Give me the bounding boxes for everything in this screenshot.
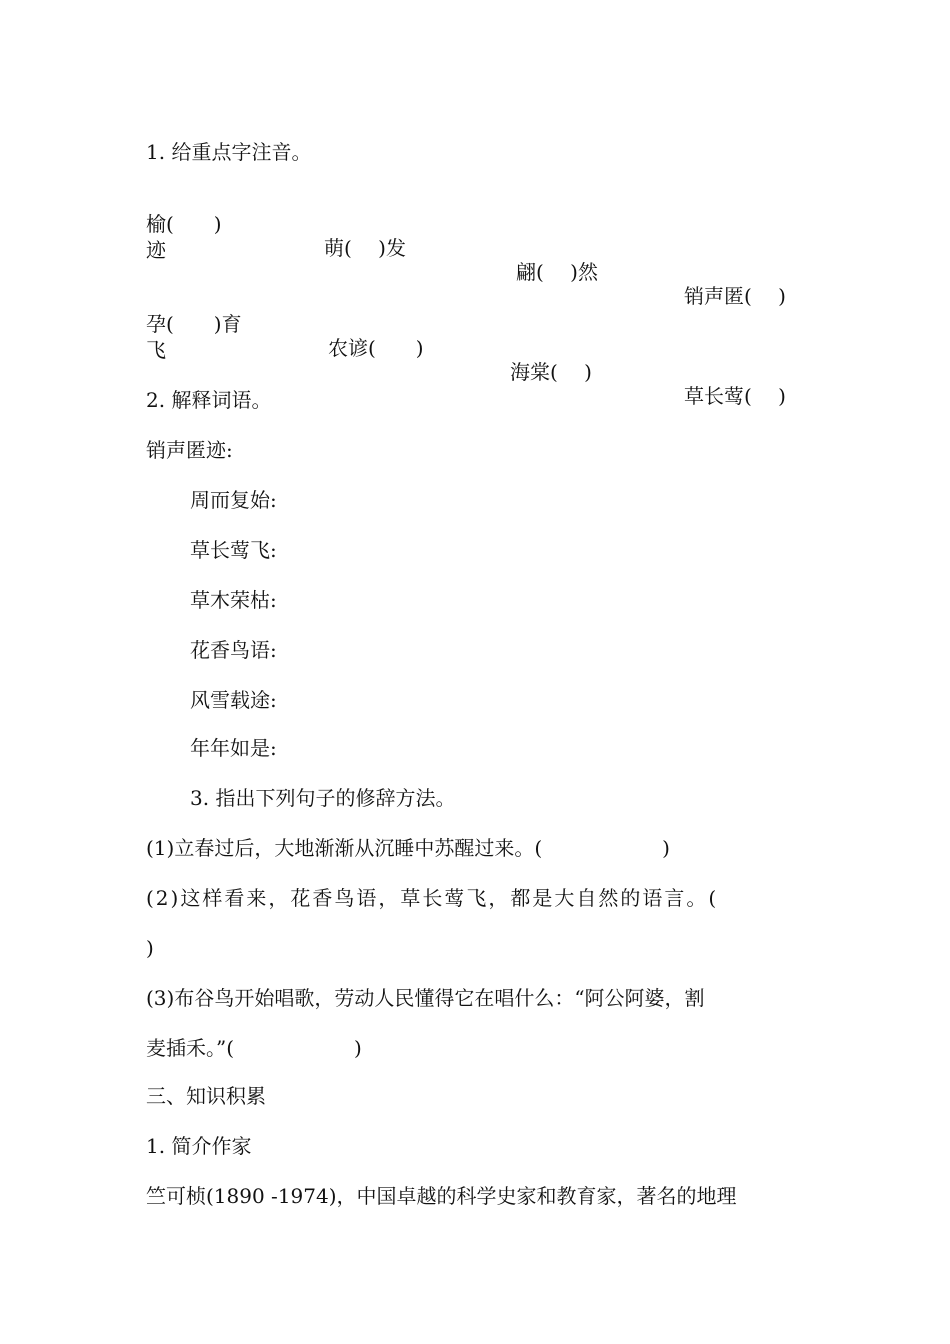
section3-title: 3. 指出下列句子的修辞方法。 <box>190 786 456 810</box>
part3-heading: 三、知识积累 <box>146 1084 266 1108</box>
pinyin-row-1-wrap: 迹 <box>146 238 166 262</box>
term-item: 周而复始: <box>190 488 277 512</box>
pinyin-item: 翩( )然 <box>516 260 598 284</box>
pinyin-item: 草长莺( ) <box>684 384 786 408</box>
section1-title: 1. 给重点字注音。 <box>146 140 312 164</box>
pinyin-item: 海棠( ) <box>510 360 592 384</box>
rhetoric-item: (3)布谷鸟开始唱歌，劳动人民懂得它在唱什么：“阿公阿婆，割 <box>146 986 705 1010</box>
author-intro: 竺可桢(1890 -1974)，中国卓越的科学史家和教育家，著名的地理 <box>146 1184 737 1208</box>
rhetoric-item: ) <box>146 936 154 960</box>
rhetoric-item: (2)这样看来，花香鸟语，草长莺飞，都是大自然的语言。( <box>146 886 719 910</box>
term-item: 花香鸟语: <box>190 638 277 662</box>
pinyin-row-2-wrap: 飞 <box>146 338 166 362</box>
term-item: 草长莺飞: <box>190 538 277 562</box>
rhetoric-item: (1)立春过后，大地渐渐从沉睡中苏醒过来。( ) <box>146 836 670 860</box>
section2-title: 2. 解释词语。 <box>146 388 272 412</box>
pinyin-item: 孕( )育 <box>146 312 242 336</box>
term-item: 风雪载途: <box>190 688 277 712</box>
rhetoric-item: 麦插禾。”( ) <box>146 1036 362 1060</box>
term-item: 年年如是: <box>190 736 277 760</box>
pinyin-item: 萌( )发 <box>324 236 406 260</box>
term-item: 销声匿迹: <box>146 438 233 462</box>
term-item: 草木荣枯: <box>190 588 277 612</box>
pinyin-item: 农谚( ) <box>328 336 424 360</box>
pinyin-item: 榆( ) <box>146 212 222 236</box>
part3-subheading: 1. 简介作家 <box>146 1134 252 1158</box>
pinyin-item: 销声匿( ) <box>684 284 786 308</box>
